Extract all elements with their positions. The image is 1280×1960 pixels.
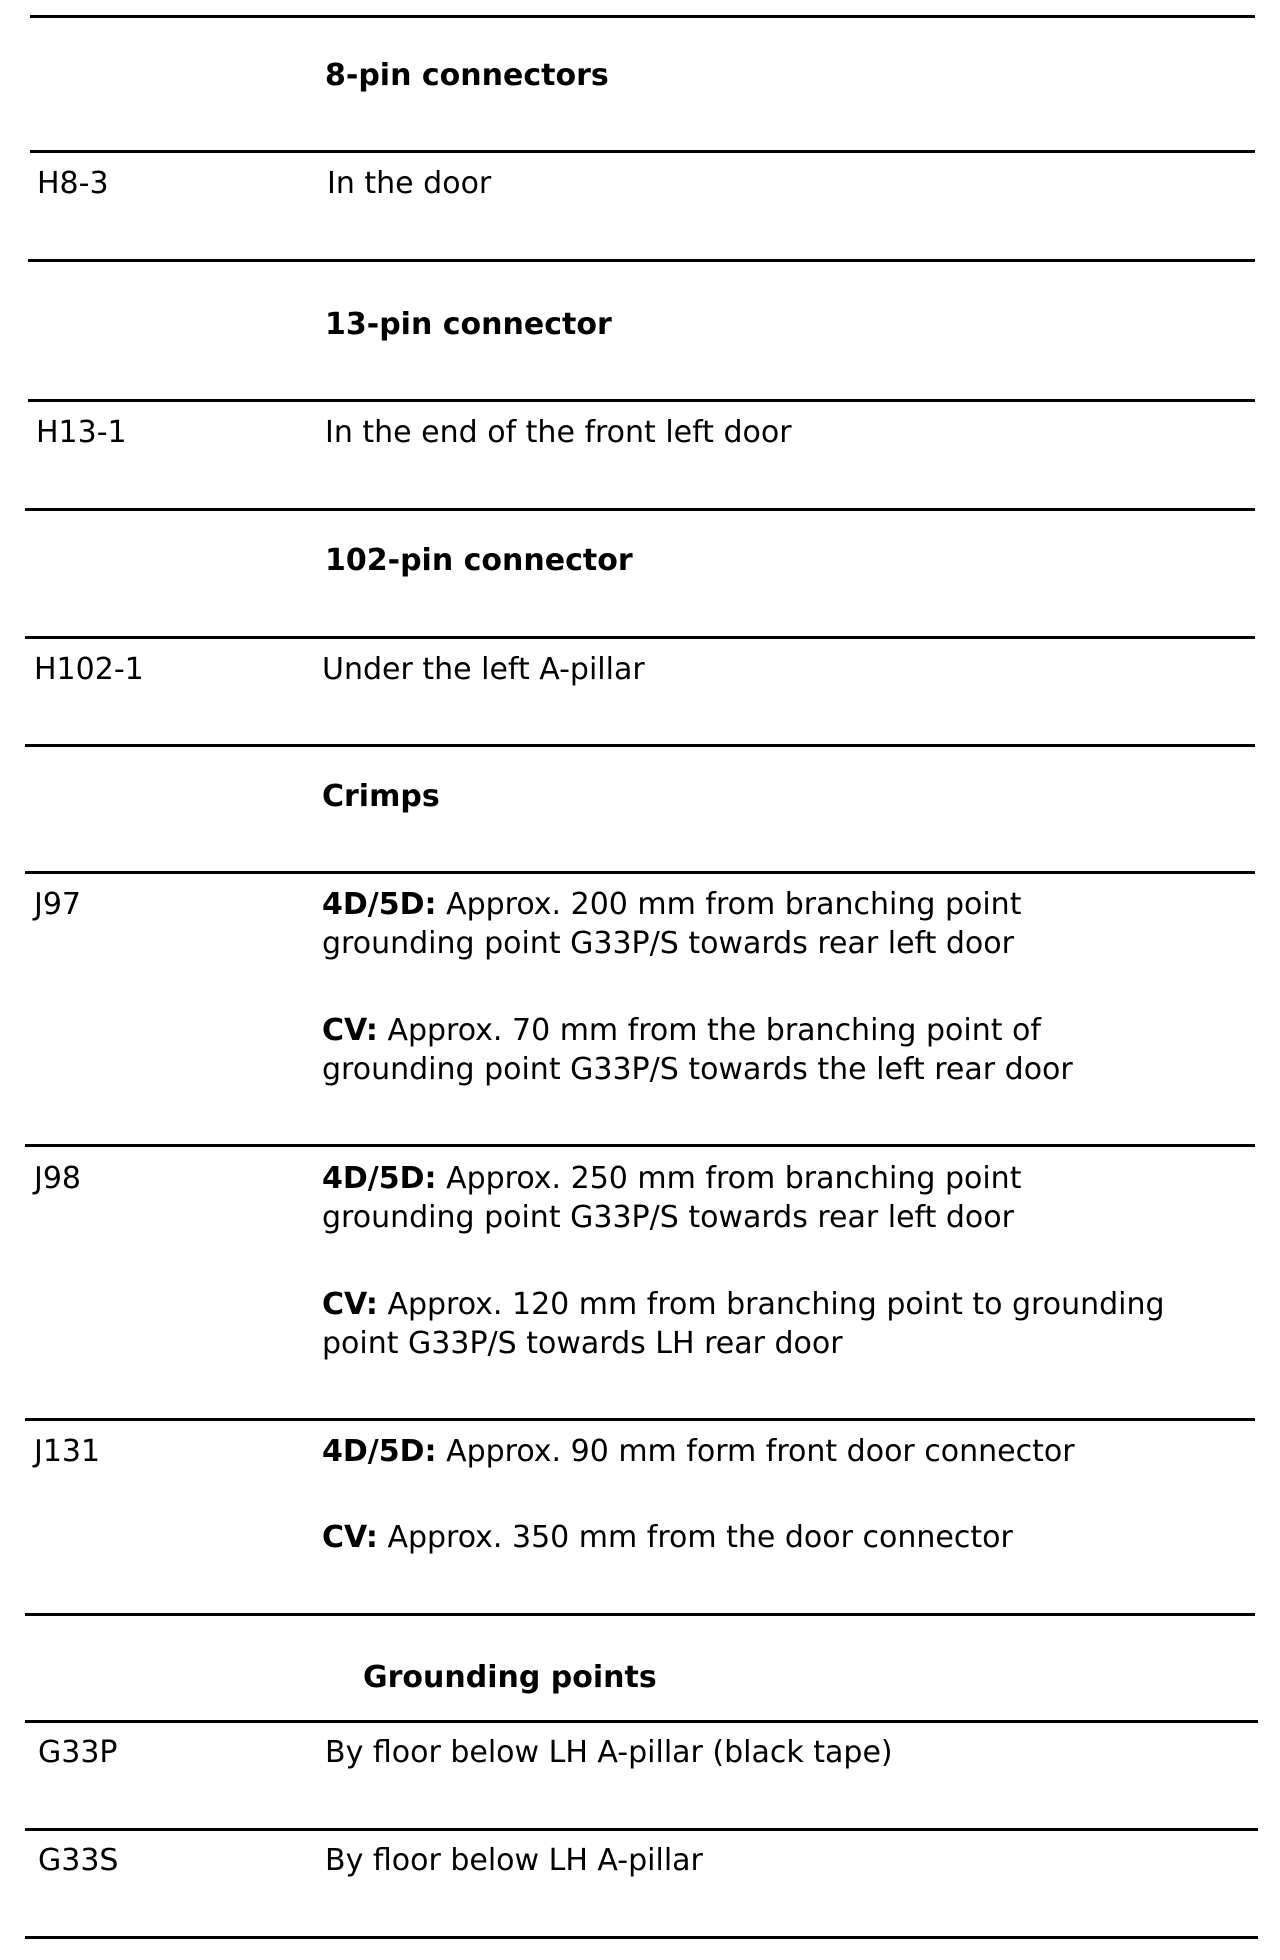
j131-entry-cv-label: CV: — [322, 1520, 378, 1555]
section-title-13pin: 13-pin connector — [325, 307, 612, 342]
section-102pin-rule — [25, 636, 1255, 639]
section-grounding-rule — [25, 1720, 1258, 1723]
row-j131-rule — [25, 1613, 1255, 1616]
j131-entry-4d5d — [322, 1432, 1075, 1471]
row-code-g33s: G33S — [38, 1843, 119, 1878]
row-desc-h13-1: In the end of the front left door — [325, 415, 792, 450]
section-title-crimps: Crimps — [322, 779, 440, 814]
j98-entry-cv — [322, 1285, 1165, 1363]
row-h13-1-rule — [25, 508, 1255, 511]
j98-entry-4d5d-line2: grounding point G33P/S towards rear left door — [322, 1200, 1014, 1235]
j131-entry-cv — [322, 1518, 1013, 1557]
section-title-grounding: Grounding points — [363, 1660, 657, 1695]
j97-entry-4d5d-line1: Approx. 200 mm from branching point — [446, 887, 1022, 922]
section-13pin-rule — [28, 399, 1255, 402]
row-h102-1-rule — [25, 744, 1255, 747]
row-desc-h102-1: Under the left A-pillar — [322, 652, 645, 687]
section-crimps-rule — [25, 871, 1255, 874]
j98-entry-cv-line1: Approx. 120 mm from branching point to grounding — [387, 1287, 1165, 1322]
row-code-h102-1: H102-1 — [34, 652, 144, 687]
row-code-j97: J97 — [34, 887, 82, 922]
row-code-h8-3: H8-3 — [37, 166, 109, 201]
row-code-h13-1: H13-1 — [36, 415, 127, 450]
row-g33p-rule — [25, 1828, 1258, 1831]
row-desc-h8-3: In the door — [327, 166, 492, 201]
j97-entry-cv — [322, 1011, 1073, 1089]
row-desc-g33s: By floor below LH A-pillar — [325, 1843, 703, 1878]
j98-entry-4d5d-label: 4D/5D: — [322, 1161, 437, 1196]
j98-entry-4d5d — [322, 1159, 1021, 1237]
row-code-j131: J131 — [34, 1434, 101, 1469]
row-j97-rule — [25, 1144, 1255, 1147]
table-top-rule — [30, 15, 1255, 18]
j97-entry-4d5d — [322, 885, 1021, 963]
j97-entry-cv-label: CV: — [322, 1013, 378, 1048]
row-j98-rule — [25, 1418, 1255, 1421]
j97-entry-cv-line1: Approx. 70 mm from the branching point of — [387, 1013, 1041, 1048]
j98-entry-cv-line2: point G33P/S towards LH rear door — [322, 1326, 843, 1361]
section-8pin-rule — [30, 150, 1255, 153]
row-desc-g33p: By floor below LH A-pillar (black tape) — [325, 1735, 893, 1770]
j97-entry-4d5d-label: 4D/5D: — [322, 887, 437, 922]
j131-entry-4d5d-line1: Approx. 90 mm form front door connector — [446, 1434, 1075, 1469]
j97-entry-4d5d-line2: grounding point G33P/S towards rear left door — [322, 926, 1014, 961]
j98-entry-4d5d-line1: Approx. 250 mm from branching point — [446, 1161, 1022, 1196]
table-bottom-rule — [25, 1936, 1258, 1939]
j131-entry-4d5d-label: 4D/5D: — [322, 1434, 437, 1469]
row-code-j98: J98 — [34, 1161, 82, 1196]
row-h8-3-rule — [28, 259, 1255, 262]
j98-entry-cv-label: CV: — [322, 1287, 378, 1322]
section-title-102pin: 102-pin connector — [325, 543, 633, 578]
j131-entry-cv-line1: Approx. 350 mm from the door connector — [387, 1520, 1013, 1555]
j97-entry-cv-line2: grounding point G33P/S towards the left rear door — [322, 1052, 1073, 1087]
row-code-g33p: G33P — [38, 1735, 118, 1770]
section-title-8pin: 8-pin connectors — [325, 58, 609, 93]
